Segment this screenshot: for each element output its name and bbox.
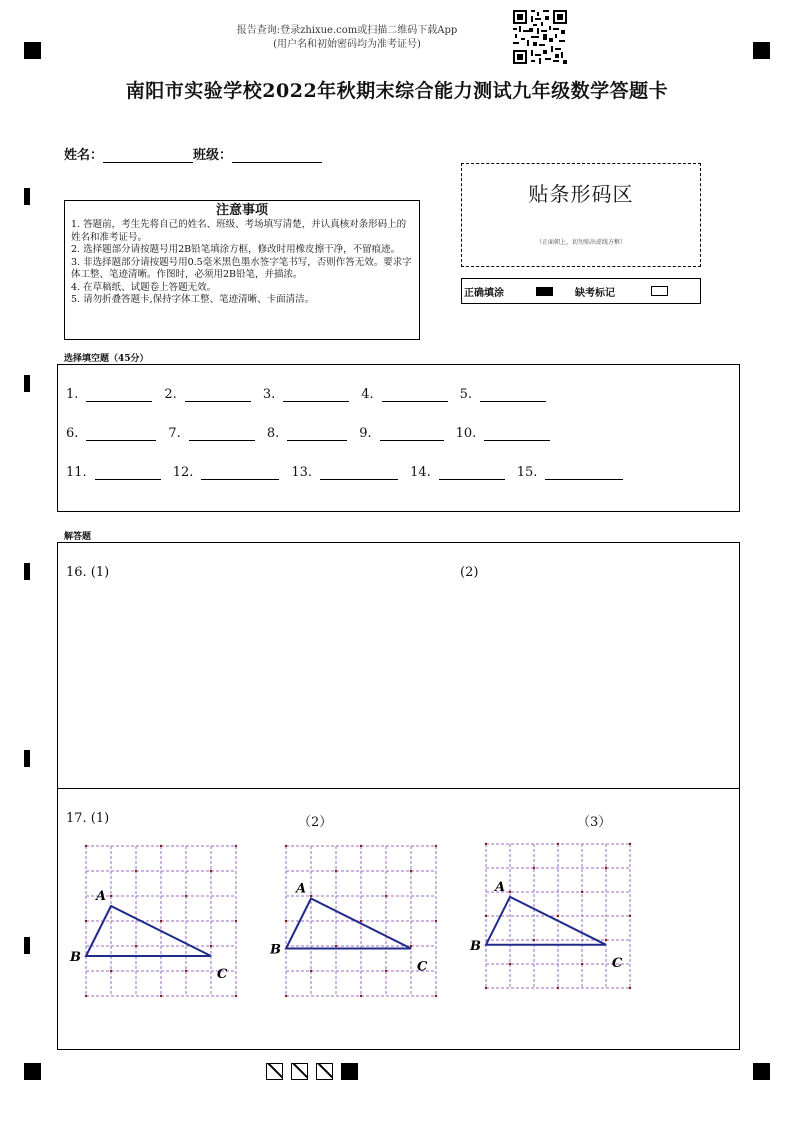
- grid-dot: [557, 843, 559, 845]
- correct-fill-sample-icon: [536, 287, 553, 296]
- grid-dot: [160, 995, 162, 997]
- grid-dot: [410, 870, 412, 872]
- answer-blank[interactable]: [484, 426, 550, 441]
- timing-mark: [24, 563, 30, 580]
- grid-dot: [135, 945, 137, 947]
- question-number: 11.: [66, 465, 87, 480]
- instruction-item: 4. 在草稿纸、试题卷上答题无效。: [71, 281, 217, 293]
- answer-section-label: 解答题: [64, 532, 92, 542]
- barcode-subnote: （正面朝上，切勿贴出虚线方框）: [535, 239, 626, 246]
- grid-dot: [285, 845, 287, 847]
- page-code-block: [266, 1063, 283, 1080]
- fill-legend: [461, 278, 701, 304]
- question-number: 12.: [172, 465, 194, 480]
- q16-part1-label: 16. (1): [66, 565, 110, 580]
- grid-dot: [435, 845, 437, 847]
- grid-dot: [605, 867, 607, 869]
- question-number: 15.: [516, 465, 538, 480]
- question-number: 7.: [168, 426, 181, 441]
- question-number: 9.: [359, 426, 372, 441]
- login-note: 报告查询:登录zhixue.com或扫描二维码下载App: [236, 25, 458, 36]
- divider: [58, 788, 739, 789]
- account-note: (用户名和初始密码均为准考证号): [273, 39, 421, 50]
- instruction-item: 3. 非选择题部分请按题号用0.5毫米黑色墨水签字笔书写，否则作答无效。要求字体工整、笔迹清晰。作图时，必须用2B铅笔，并描浓。: [71, 256, 412, 280]
- fill-answer-box: [57, 364, 740, 512]
- q16-part2-label: (2): [460, 565, 479, 580]
- answer-blank[interactable]: [480, 387, 546, 402]
- answer-blank[interactable]: [439, 465, 505, 480]
- vertex-label-a: A: [96, 889, 107, 904]
- name-label: 姓名：: [64, 148, 104, 163]
- triangle-abc: [486, 897, 606, 945]
- grid-dot: [310, 895, 312, 897]
- absent-mark-label: 缺考标记: [575, 287, 615, 299]
- grid-figure-3[interactable]: [466, 840, 646, 1005]
- answer-blank[interactable]: [287, 426, 347, 441]
- vertex-label-b: B: [470, 938, 481, 954]
- grid-dot: [235, 995, 237, 997]
- registration-mark-bottom-right: [753, 1063, 770, 1080]
- name-field[interactable]: [103, 148, 193, 163]
- grid-dot: [310, 970, 312, 972]
- vertex-label-c: C: [217, 967, 228, 982]
- fill-section-label: 选择填空题（45分）: [64, 354, 149, 364]
- timing-mark: [24, 188, 30, 205]
- registration-mark-top-right: [753, 42, 770, 59]
- grid-dot: [385, 895, 387, 897]
- vertex-label-a: A: [495, 879, 506, 895]
- grid-dot: [485, 843, 487, 845]
- grid-dot: [581, 963, 583, 965]
- answer-blank[interactable]: [380, 426, 444, 441]
- grid-dot: [629, 843, 631, 845]
- answer-blank[interactable]: [382, 387, 448, 402]
- grid-dot: [385, 970, 387, 972]
- absent-mark-checkbox[interactable]: [651, 286, 668, 296]
- grid-dot: [509, 963, 511, 965]
- class-label: 班级：: [193, 148, 233, 163]
- question-number: 13.: [291, 465, 313, 480]
- question-number: 2.: [164, 387, 177, 402]
- q16-answer-area[interactable]: [62, 585, 732, 783]
- grid-dot: [410, 945, 412, 947]
- page-code-block: [341, 1063, 358, 1080]
- answer-blank[interactable]: [320, 465, 398, 480]
- grid-figure-1[interactable]: [68, 842, 248, 1012]
- answer-blank[interactable]: [545, 465, 623, 480]
- vertex-label-c: C: [417, 959, 428, 975]
- grid-dot: [160, 920, 162, 922]
- question-number: 4.: [361, 387, 374, 402]
- timing-mark: [24, 375, 30, 392]
- grid-dot: [557, 915, 559, 917]
- grid-dot: [185, 970, 187, 972]
- question-number: 10.: [455, 426, 477, 441]
- vertex-label-a: A: [296, 881, 307, 897]
- triangle-abc: [286, 899, 411, 949]
- answer-blank[interactable]: [201, 465, 279, 480]
- grid-dot: [85, 995, 87, 997]
- grid-dot: [210, 870, 212, 872]
- answer-blank[interactable]: [283, 387, 349, 402]
- grid-dot: [360, 845, 362, 847]
- grid-dot: [110, 970, 112, 972]
- grid-dot: [110, 895, 112, 897]
- answer-blank[interactable]: [86, 387, 152, 402]
- page-code-block: [291, 1063, 308, 1080]
- question-number: 3.: [262, 387, 276, 402]
- vertex-label-b: B: [70, 950, 81, 965]
- grid-dot: [360, 995, 362, 997]
- grid-figure-2[interactable]: [268, 842, 448, 1007]
- grid-dot: [235, 920, 237, 922]
- grid-dot: [629, 915, 631, 917]
- barcode-title: 贴条形码区: [528, 182, 634, 206]
- page-title: 南阳市实验学校2022年秋期末综合能力测试九年级数学答题卡: [125, 80, 669, 102]
- grid-dot: [557, 987, 559, 989]
- grid-dot: [185, 895, 187, 897]
- grid-dot: [235, 845, 237, 847]
- grid-dot: [435, 920, 437, 922]
- instruction-item: 5. 请勿折叠答题卡,保持字体工整、笔迹清晰、卡面清洁。: [71, 294, 315, 305]
- student-info: [64, 144, 322, 163]
- answer-blank[interactable]: [185, 387, 251, 402]
- answer-row: [66, 387, 558, 402]
- q17-part1-label: 17. (1): [66, 811, 110, 826]
- answer-row: [66, 465, 635, 480]
- question-number: 6.: [66, 426, 79, 441]
- grid-dot: [435, 995, 437, 997]
- grid-dot: [533, 867, 535, 869]
- qr-code-icon: [513, 10, 567, 64]
- grid-dot: [629, 987, 631, 989]
- grid-dot: [360, 920, 362, 922]
- question-number: 8.: [266, 426, 280, 441]
- q17-part2-label: （2）: [298, 815, 333, 830]
- grid-dot: [485, 987, 487, 989]
- grid-dot: [335, 870, 337, 872]
- grid-dot: [135, 870, 137, 872]
- grid-dot: [285, 995, 287, 997]
- q17-part3-label: （3）: [577, 815, 612, 830]
- question-number: 5.: [459, 387, 473, 402]
- answer-blank[interactable]: [95, 465, 161, 480]
- triangle-abc: [86, 906, 211, 956]
- instruction-item: 1. 答题前，考生先将自己的姓名、班级、考场填写清楚，并认真核对条形码上的姓名和准考证号。: [71, 219, 407, 243]
- question-number: 1.: [66, 387, 79, 402]
- class-field[interactable]: [232, 148, 322, 163]
- instructions-heading: 注意事项: [215, 203, 268, 218]
- grid-dot: [160, 845, 162, 847]
- timing-mark: [24, 750, 30, 767]
- grid-dot: [509, 891, 511, 893]
- grid-dot: [85, 920, 87, 922]
- barcode-area: [461, 163, 701, 267]
- grid-dot: [285, 920, 287, 922]
- instructions-box: [64, 200, 420, 340]
- grid-dot: [85, 845, 87, 847]
- grid-dot: [210, 945, 212, 947]
- vertex-label-b: B: [270, 942, 281, 958]
- grid-dot: [581, 891, 583, 893]
- grid-dot: [533, 939, 535, 941]
- timing-mark: [24, 937, 30, 954]
- answer-row: [66, 426, 562, 441]
- correct-fill-label: 正确填涂: [464, 287, 504, 299]
- answer-blank[interactable]: [189, 426, 255, 441]
- grid-dot: [605, 939, 607, 941]
- question-number: 14.: [410, 465, 431, 480]
- page-code-block: [316, 1063, 333, 1080]
- grid-dot: [485, 915, 487, 917]
- instruction-item: 2. 选择题部分请按题号用2B铅笔填涂方框，修改时用橡皮擦干净，不留痕迹。: [71, 244, 401, 255]
- answer-blank[interactable]: [86, 426, 156, 441]
- vertex-label-c: C: [612, 955, 623, 971]
- registration-mark-bottom-left: [24, 1063, 41, 1080]
- page-code-blocks: [266, 1063, 358, 1080]
- grid-dot: [335, 945, 337, 947]
